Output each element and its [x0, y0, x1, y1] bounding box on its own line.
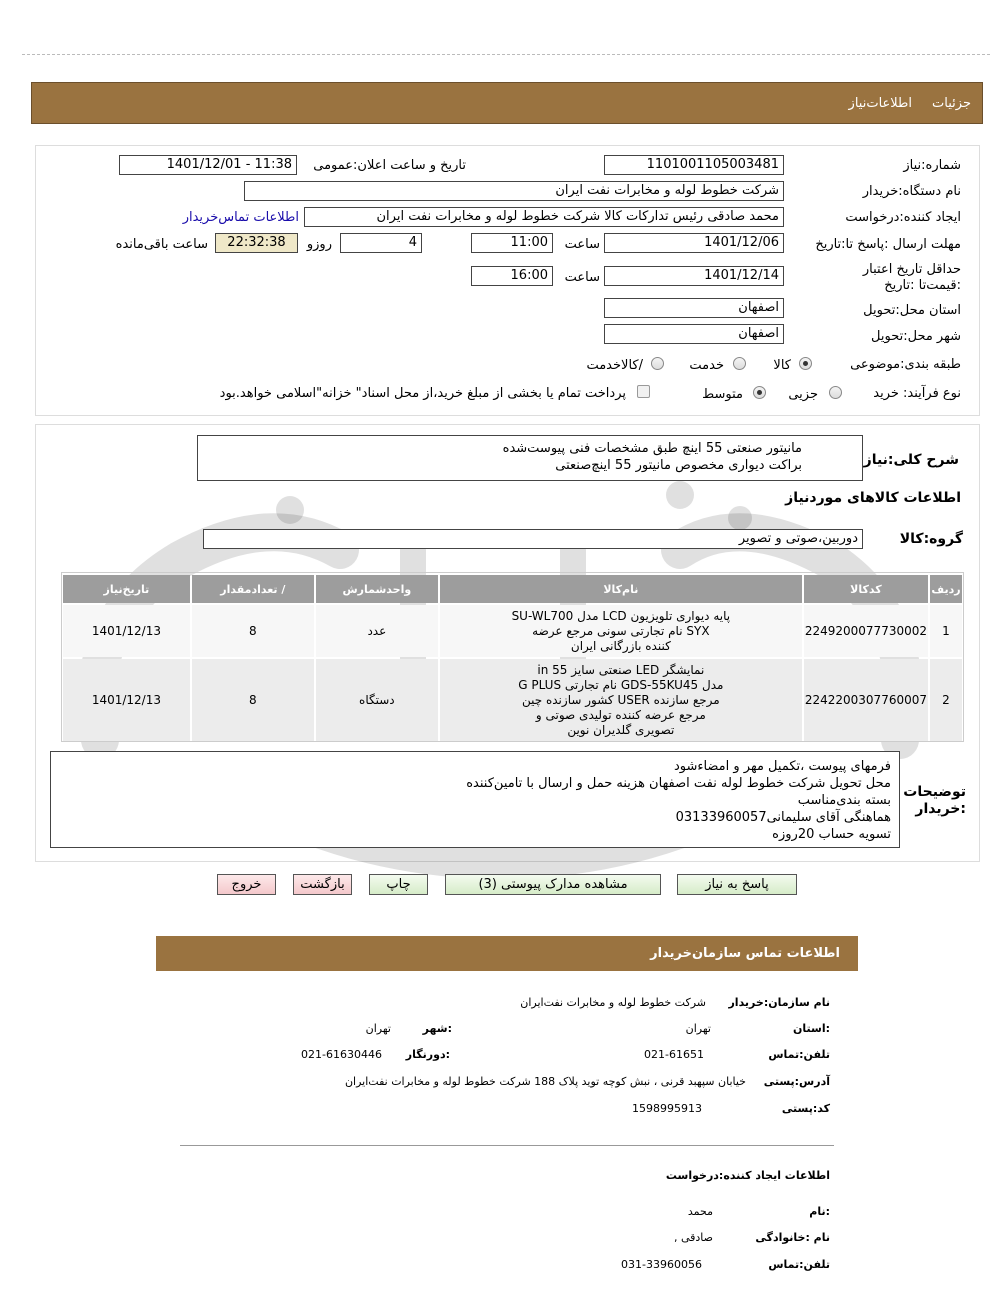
- contact-province-label: :استان: [793, 1022, 830, 1035]
- col-code: کدکالا: [804, 575, 928, 603]
- item-unit: عدد: [316, 605, 438, 657]
- notes-line: بسته بندی‌مناسب: [797, 793, 891, 808]
- col-name: نام‌کالا: [440, 575, 802, 603]
- contact-org-value: شرکت خطوط لوله و مخابرات نفت‌ایران: [520, 996, 706, 1009]
- goods-group-label: گروه:کالا: [899, 531, 963, 547]
- creator-label: ایجاد کننده:درخواست: [845, 210, 961, 225]
- notes-line: تسویه حساب 20روزه: [772, 827, 891, 842]
- table-row: [63, 659, 962, 741]
- treasury-payment-note: پرداخت تمام یا بخشی از مبلغ خرید،از محل اسناد" خزانه"اسلامی خواهد.بود: [219, 386, 626, 401]
- item-name-line: SYX نام تجارتی سونی مرجع عرضه: [532, 623, 710, 638]
- col-unit: واحدشمارش: [316, 575, 438, 603]
- contact-city-value: تهران: [365, 1022, 391, 1035]
- validity-label: [861, 262, 961, 294]
- goods-table-header: [63, 575, 962, 603]
- item-name: [440, 659, 802, 741]
- category-option-goods-service: /کالاخدمت: [586, 358, 643, 373]
- notes-box: [50, 751, 900, 848]
- deadline-date-field: 1401/12/06: [604, 233, 784, 253]
- notes-line: محل تحویل شرکت خطوط لوله نفت اصفهان هزینه حمل و ارسال با تامین‌کننده: [466, 776, 891, 791]
- category-radio-service[interactable]: [733, 357, 746, 370]
- process-option-minor: جزیی: [788, 387, 818, 402]
- goods-group-field: دوربین،صوتی و تصویر: [203, 529, 863, 549]
- contact-postal-label: کد:پستی: [781, 1102, 830, 1115]
- creator-family-value: صادقی ,: [673, 1231, 713, 1244]
- treasury-payment-checkbox[interactable]: [637, 385, 650, 398]
- summary-box: [197, 435, 863, 481]
- city-label: شهر محل:تحویل: [871, 329, 961, 344]
- need-number-label: شماره:نیاز: [903, 158, 961, 173]
- process-label: نوع فرآیند: خرید: [873, 386, 961, 401]
- contact-fax-label: :دورنگار: [405, 1048, 450, 1061]
- goods-table: [61, 573, 964, 743]
- need-number-field: 1101001105003481: [604, 155, 784, 175]
- deadline-label: مهلت ارسال :پاسخ تا:تاریخ: [815, 237, 961, 252]
- contact-city-label: :شهر: [422, 1022, 452, 1035]
- process-radio-minor[interactable]: [829, 386, 842, 399]
- buyer-org-label: نام دستگاه:خریدار: [862, 184, 961, 199]
- goods-section-title: اطلاعات کالاهای موردنیاز: [785, 490, 961, 506]
- row-number: 1: [930, 605, 962, 657]
- process-radio-medium[interactable]: [753, 386, 766, 399]
- process-option-medium: متوسط: [702, 387, 743, 402]
- item-name-line: تصویری گلدیران نوین: [567, 722, 675, 737]
- notes-label: [904, 784, 966, 818]
- row-number: 2: [930, 659, 962, 741]
- announce-label: تاریخ و ساعت اعلان:عمومی: [313, 158, 466, 173]
- notes-label-text: توضیحات :خریدار: [903, 784, 966, 817]
- days-label: روزو: [306, 237, 332, 252]
- creator-phone-value: 031-33960056: [621, 1258, 702, 1271]
- notes-line: فرمهای پیوست ،تکمیل مهر و امضاءشود: [673, 759, 891, 774]
- deadline-time-label: ساعت: [564, 237, 600, 252]
- top-divider: [22, 54, 990, 55]
- contact-title: اطلاعات تماس سازمان‌خریدار: [650, 946, 840, 961]
- province-label: استان محل:تحویل: [863, 303, 961, 318]
- creator-section-title: اطلاعات ایجاد کننده:درخواست: [665, 1169, 830, 1182]
- contact-org-label: نام سازمان:خریدار: [728, 996, 830, 1009]
- validity-date-field: 1401/12/14: [604, 266, 784, 286]
- contact-phone-value: 021-61651: [644, 1048, 704, 1061]
- item-qty: 8: [192, 605, 314, 657]
- contact-divider: [180, 1145, 834, 1146]
- category-option-service: خدمت: [689, 358, 724, 373]
- col-row: ردیف: [930, 575, 962, 603]
- summary-line-1: مانیتور صنعتی 55 اینچ طبق مشخصات فنی پیوست‌شده: [502, 441, 802, 456]
- item-name-line: پایه دیواری تلویزیون LCD مدل SU-WL700: [511, 608, 731, 623]
- item-name-line: کننده بازرگانی ایران: [570, 638, 671, 653]
- contact-address-value: خیابان سپهبد قرنی ، نبش کوچه توید پلاک 188 شرکت خطوط لوله و مخابرات نفت‌ایران: [344, 1075, 746, 1088]
- col-date: تاریخ‌نیاز: [63, 575, 190, 603]
- creator-field: محمد صادقی رئیس تدارکات کالا شرکت خطوط لوله و مخابرات نفت ایران: [304, 207, 784, 227]
- creator-name-label: :نام: [809, 1205, 830, 1218]
- item-name-line: مرجع عرضه کننده تولیدی صوتی و: [535, 707, 706, 722]
- remaining-label: ساعت باقی‌مانده: [115, 237, 208, 252]
- category-option-goods: کالا: [773, 358, 791, 373]
- notes-line: هماهنگی آقای سلیمانی03133960057: [675, 810, 891, 825]
- attachments-button[interactable]: مشاهده مدارک پیوستی (3): [445, 874, 661, 895]
- item-name-line: مدل GDS-55KU45 نام تجارتی G PLUS: [518, 677, 724, 692]
- back-button[interactable]: بازگشت: [293, 874, 352, 895]
- creator-name-value: محمد: [687, 1205, 713, 1218]
- tab-need-info[interactable]: اطلاعات‌نیاز: [848, 96, 912, 111]
- creator-phone-label: تلفن:تماس: [768, 1258, 830, 1271]
- contact-province-value: تهران: [685, 1022, 711, 1035]
- item-name-line: مرجع سازنده USER کشور سازنده چین: [521, 692, 720, 707]
- tab-details[interactable]: جزئیات: [932, 96, 971, 111]
- category-radio-goods[interactable]: [799, 357, 812, 370]
- contact-phone-label: تلفن:تماس: [768, 1048, 830, 1061]
- category-radio-goods-service[interactable]: [651, 357, 664, 370]
- summary-label: شرح کلی:نیاز: [863, 452, 959, 468]
- print-button[interactable]: چاپ: [369, 874, 428, 895]
- summary-line-2: براکت دیواری مخصوص مانیتور 55 اینچ‌صنعتی: [555, 458, 802, 473]
- item-qty: 8: [192, 659, 314, 741]
- announce-field: 1401/12/01 - 11:38: [119, 155, 297, 175]
- item-name-line: نمایشگر LED صنعتی سایز 55 in: [537, 662, 705, 677]
- buyer-org-field: شرکت خطوط لوله و مخابرات نفت ایران: [244, 181, 784, 201]
- city-field: اصفهان: [604, 324, 784, 344]
- exit-button[interactable]: خروج: [217, 874, 276, 895]
- table-row: [63, 605, 962, 657]
- item-code: 2249200077730002: [804, 605, 928, 657]
- remaining-time-field: 22:32:38: [215, 233, 298, 253]
- item-unit: دستگاه: [316, 659, 438, 741]
- item-date: 1401/12/13: [63, 605, 190, 657]
- buyer-contact-link[interactable]: اطلاعات تماس‌خریدار: [182, 210, 299, 225]
- col-qty: / تعدادمقدار: [192, 575, 314, 603]
- validity-time-field: 16:00: [471, 266, 553, 286]
- item-name: [440, 605, 802, 657]
- header-bar: [31, 82, 983, 124]
- validity-time-label: ساعت: [564, 270, 600, 285]
- days-field: 4: [340, 233, 422, 253]
- contact-fax-value: 021-61630446: [301, 1048, 382, 1061]
- creator-family-label: نام :خانوادگی: [755, 1231, 830, 1244]
- validity-label-text: حداقل تاریخ اعتبار :قیمت‌تا :تاریخ: [862, 262, 961, 293]
- item-date: 1401/12/13: [63, 659, 190, 741]
- deadline-time-field: 11:00: [471, 233, 553, 253]
- category-label: طبقه بندی:موضوعی: [850, 357, 961, 372]
- reply-button[interactable]: پاسخ به نیاز: [677, 874, 797, 895]
- contact-address-label: آدرس:پستی: [763, 1075, 830, 1088]
- contact-postal-value: 1598995913: [632, 1102, 702, 1115]
- province-field: اصفهان: [604, 298, 784, 318]
- item-code: 2242200307760007: [804, 659, 928, 741]
